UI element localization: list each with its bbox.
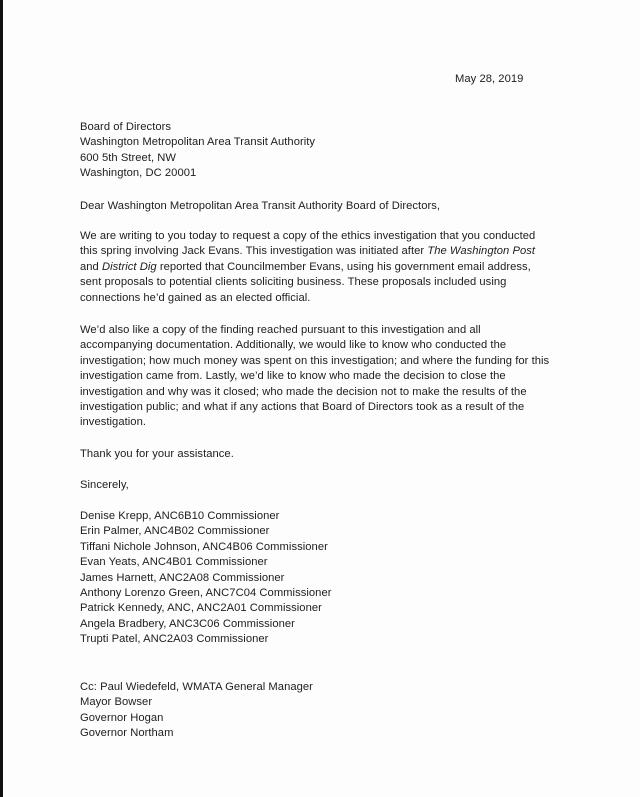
address-line: Washington, DC 20001 (80, 167, 197, 180)
signatory: Evan Yeats, ANC4B01 Commissioner (80, 556, 268, 569)
signatory: James Harnett, ANC2A08 Commissioner (80, 571, 285, 584)
address-line: Board of Directors (80, 121, 172, 133)
cc-list (80, 680, 313, 742)
signatory: Angela Bradbery, ANC3C06 Commissioner (80, 617, 295, 630)
paragraph-text: this spring involving Jack Evans. This investigation was initiated after (80, 245, 428, 258)
signatory-list (80, 509, 332, 648)
closing: Sincerely, (80, 479, 129, 491)
signatory: Erin Palmer, ANC4B02 Commissioner (80, 525, 270, 538)
thanks-line: Thank you for your assistance. (80, 448, 234, 460)
publication-district-dig: District Dig (101, 260, 157, 273)
signatory: Tiffani Nichole Johnson, ANC4B06 Commissioner (80, 540, 328, 553)
paragraph-line: sent proposals to potential clients soliciting business. These proposals included using (80, 276, 507, 289)
paragraph-line: connections he’d gained as an elected official. (80, 291, 311, 304)
recipient-address (80, 120, 315, 182)
signatory: Denise Krepp, ANC6B10 Commissioner (80, 510, 280, 522)
paragraph-text: and (80, 260, 102, 273)
paragraph-request (80, 229, 600, 306)
paragraph-text: reported that Councilmember Evans, using his government email address, (156, 260, 531, 273)
letter-date: May 28, 2019 (455, 73, 524, 85)
paragraph-line (80, 260, 600, 275)
paragraph-findings (80, 323, 600, 431)
signatory: Anthony Lorenzo Green, ANC7C04 Commissioner (80, 587, 332, 600)
cc-recipient: Mayor Bowser (80, 696, 153, 709)
address-line: Washington Metropolitan Area Transit Authority (80, 136, 316, 149)
paragraph-line: investigation; how much money was spent on this investigation; and where the funding for this (80, 354, 550, 367)
paragraph-line: accompanying documentation. Additionally, we would like to know who conducted the (80, 339, 507, 352)
signatory: Trupti Patel, ANC2A03 Commissioner (80, 633, 269, 646)
publication-washington-post: The Washington Post (427, 245, 536, 258)
paragraph-line (80, 244, 600, 259)
cc-recipient: Cc: Paul Wiedefeld, WMATA General Manager (80, 681, 313, 693)
salutation: Dear Washington Metropolitan Area Transit Authority Board of Directors, (80, 200, 441, 212)
paragraph-line: investigation public; and what if any actions that Board of Directors took as a result of the (80, 401, 525, 414)
paragraph-line: investigation came from. Lastly, we’d like to know who made the decision to close the (80, 370, 506, 383)
paragraph-line: We are writing to you today to request a copy of the ethics investigation that you conducted (80, 230, 536, 242)
paragraph-line: investigation and why was it closed; who made the decision not to make the results of the (80, 385, 527, 398)
cc-recipient: Governor Northam (80, 727, 174, 740)
paragraph-line: We’d also like a copy of the finding reached pursuant to this investigation and all (80, 324, 481, 336)
cc-recipient: Governor Hogan (80, 711, 164, 724)
address-line: 600 5th Street, NW (80, 151, 177, 164)
paragraph-line: investigation. (80, 416, 147, 429)
signatory: Patrick Kennedy, ANC, ANC2A01 Commissioner (80, 602, 322, 615)
